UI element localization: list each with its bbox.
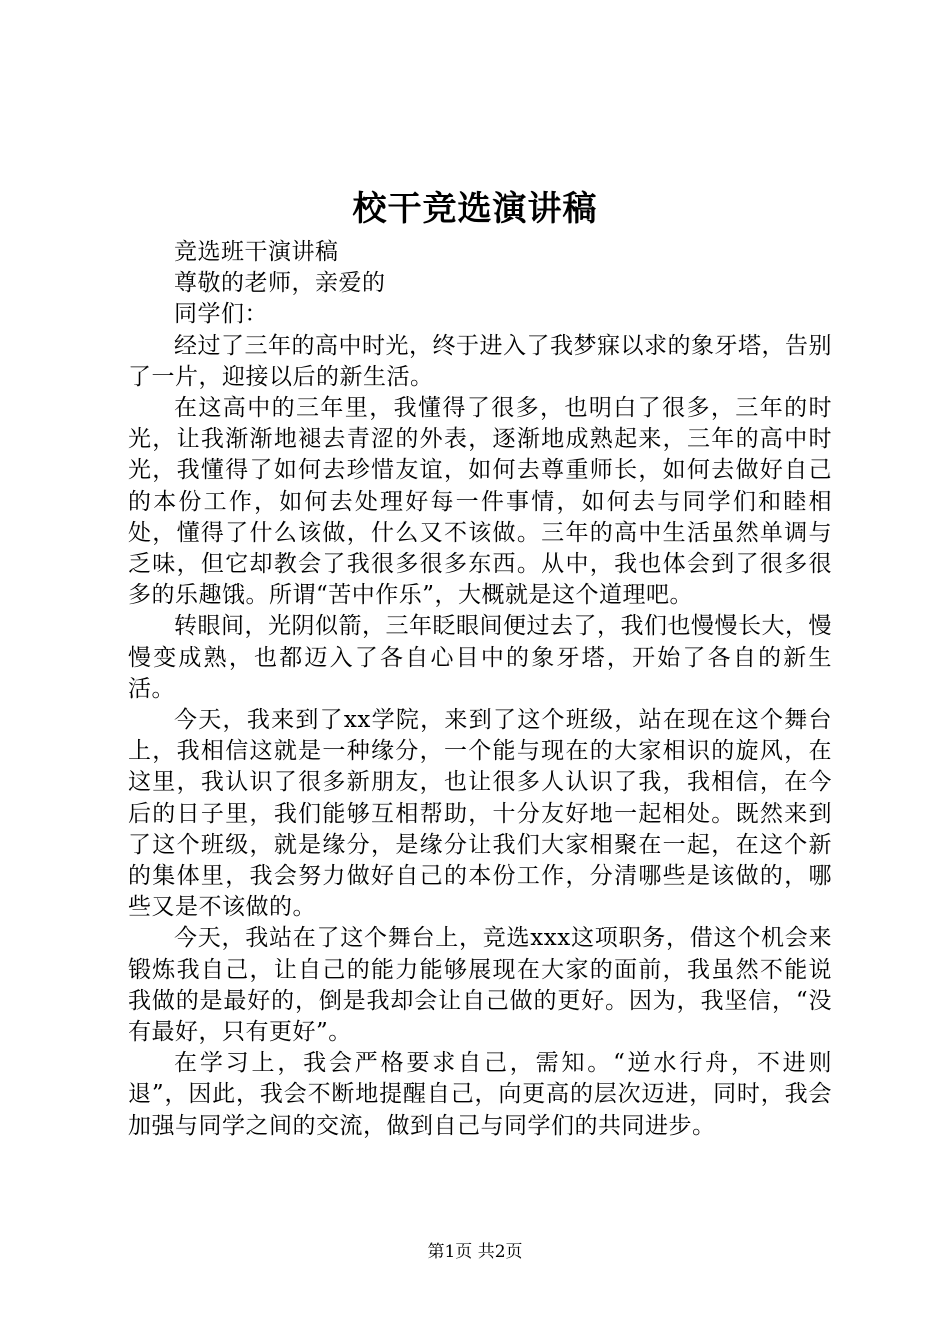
paragraph: 经过了三年的高中时光，终于进入了我梦寐以求的象牙塔，告别了一片，迎接以后的新生活。	[128, 332, 832, 390]
paragraph: 今天，我站在了这个舞台上，竞选xxx这项职务，借这个机会来锻炼我自己，让自己的能力能够展现在大家的面前，我虽然不能说我做的是最好的，倒是我却会让自己做的更好。因为，我坚信，“没有最好，只有更好”。	[128, 925, 832, 1046]
paragraph: 在这高中的三年里，我懂得了很多，也明白了很多，三年的时光，让我渐渐地褪去青涩的外表，逐渐地成熟起来，三年的高中时光，我懂得了如何去珍惜友谊，如何去尊重师长，如何去做好自己的本份工作，如何去处理好每一件事情，如何去与同学们和睦相处，懂得了什么该做，什么又不该做。三年的高中生活虽然单调与乏味，但它却教会了我很多很多东西。从中，我也体会到了很多很多的乐趣饿。所谓“苦中作乐”，大概就是这个道理吧。	[128, 395, 832, 609]
document-body	[128, 237, 832, 1142]
paragraph: 在学习上，我会严格要求自己，需知。“逆水行舟，不进则退”，因此，我会不断地提醒自己，向更高的层次迈进，同时，我会加强与同学之间的交流，做到自己与同学们的共同进步。	[128, 1050, 832, 1139]
paragraph: 转眼间，光阴似箭，三年眨眼间便过去了，我们也慢慢长大，慢慢变成熟，也都迈入了各自心目中的象牙塔，开始了各自的新生活。	[128, 613, 832, 702]
paragraph: 同学们：	[174, 301, 268, 328]
paragraph: 尊敬的老师，亲爱的	[174, 270, 386, 297]
page-footer: 第1页 共2页	[427, 1242, 523, 1262]
document-title: 校干竞选演讲稿	[352, 189, 598, 229]
paragraph: 今天，我来到了xx学院，来到了这个班级，站在现在这个舞台上，我相信这就是一种缘分，一个能与现在的大家相识的旋风，在这里，我认识了很多新朋友，也让很多人认识了我，我相信，在今后的日子里，我们能够互相帮助，十分友好地一起相处。既然来到了这个班级，就是缘分，是缘分让我们大家相聚在一起，在这个新的集体里，我会努力做好自己的本份工作，分清哪些是该做的，哪些又是不该做的。	[128, 707, 832, 921]
paragraph: 竞选班干演讲稿	[174, 239, 339, 265]
